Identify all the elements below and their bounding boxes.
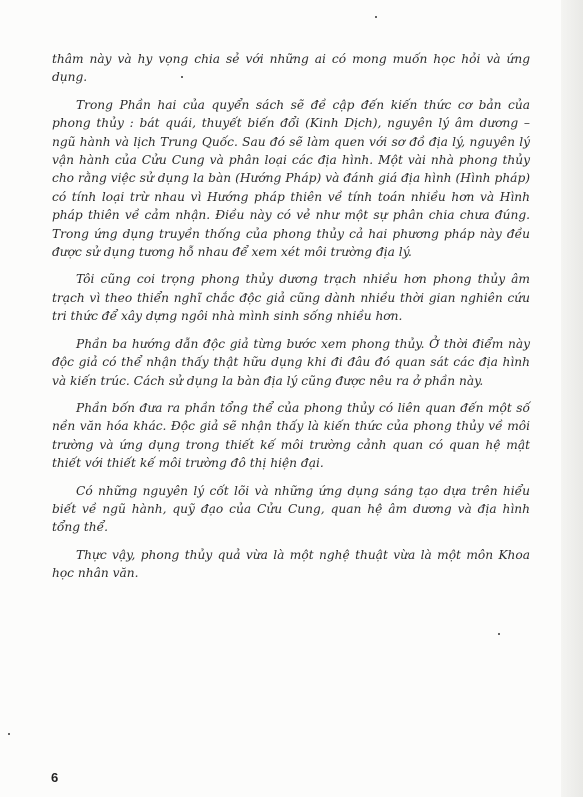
paragraph-1: thâm này và hy vọng chia sẻ với những ai có mong muốn học hỏi và ứng dụng. — [52, 52, 530, 85]
page-edge-shadow — [561, 0, 583, 797]
body-text — [52, 50, 530, 592]
page-number: 6 — [51, 770, 59, 785]
scan-speck — [498, 633, 500, 635]
paragraph-4: Phần ba hướng dẫn độc giả từng bước xem phong thủy. Ở thời điểm này độc giả có thể nhận thấy thật hữu dụng khi đi đâu đó quan sát các địa hình và kiến trúc. Cách sử dụng la bàn địa lý cũng được nêu ra ở phần này. — [52, 336, 530, 388]
scan-speck — [8, 733, 10, 735]
paragraph-3: Tôi cũng coi trọng phong thủy dương trạch nhiều hơn phong thủy âm trạch vì theo thiển nghĩ chắc độc giả cũng dành nhiều thời gian nghiên cứu tri thức để xây dựng ngôi nhà mình sinh sống nhiều hơn. — [52, 272, 530, 324]
paragraph-2: Trong Phần hai của quyển sách sẽ đề cập đến kiến thức cơ bản của phong thủy : bát quái, thuyết biến đổi (Kinh Dịch), nguyên lý âm dương – ngũ hành và lịch Trung Quốc. Sau đó sẽ làm quen với sơ đồ địa lý, nguyên lý vận hành của Cửu Cung và phân loại các địa hình. Một vài nhà phong thủy cho rằng việc sử dụng la bàn (Hướng Pháp) và đánh giá địa hình (Hình pháp) có tính loại trừ nhau vì Hướng pháp thiên về tính toán nhiều hơn và Hình pháp thiên về cảm nhận. Điều này có vẻ như một sự phân chia chưa đúng. Trong ứng dụng truyền thống của phong thủy cả hai phương pháp này đều được sử dụng tương hỗ nhau để xem xét môi trường địa lý. — [52, 97, 530, 260]
paragraph-7: Thực vậy, phong thủy quả vừa là một nghệ thuật vừa là một môn Khoa học nhân văn. — [52, 547, 530, 581]
paragraph-6: Có những nguyên lý cốt lõi và những ứng dụng sáng tạo dựa trên hiểu biết về ngũ hành, quỹ đạo của Cửu Cung, quan hệ âm dương và địa hình tổng thể. — [52, 483, 530, 535]
scan-speck — [375, 16, 377, 18]
paragraph-5: Phần bốn đưa ra phần tổng thể của phong thủy có liên quan đến một số nền văn hóa khác. Độc giả sẽ nhận thấy là kiến thức của phong thủy về môi trường và ứng dụng trong thiết kế môi trường cảnh quan có quan hệ mật thiết với thiết kế môi trường đô thị hiện đại. — [52, 400, 530, 471]
